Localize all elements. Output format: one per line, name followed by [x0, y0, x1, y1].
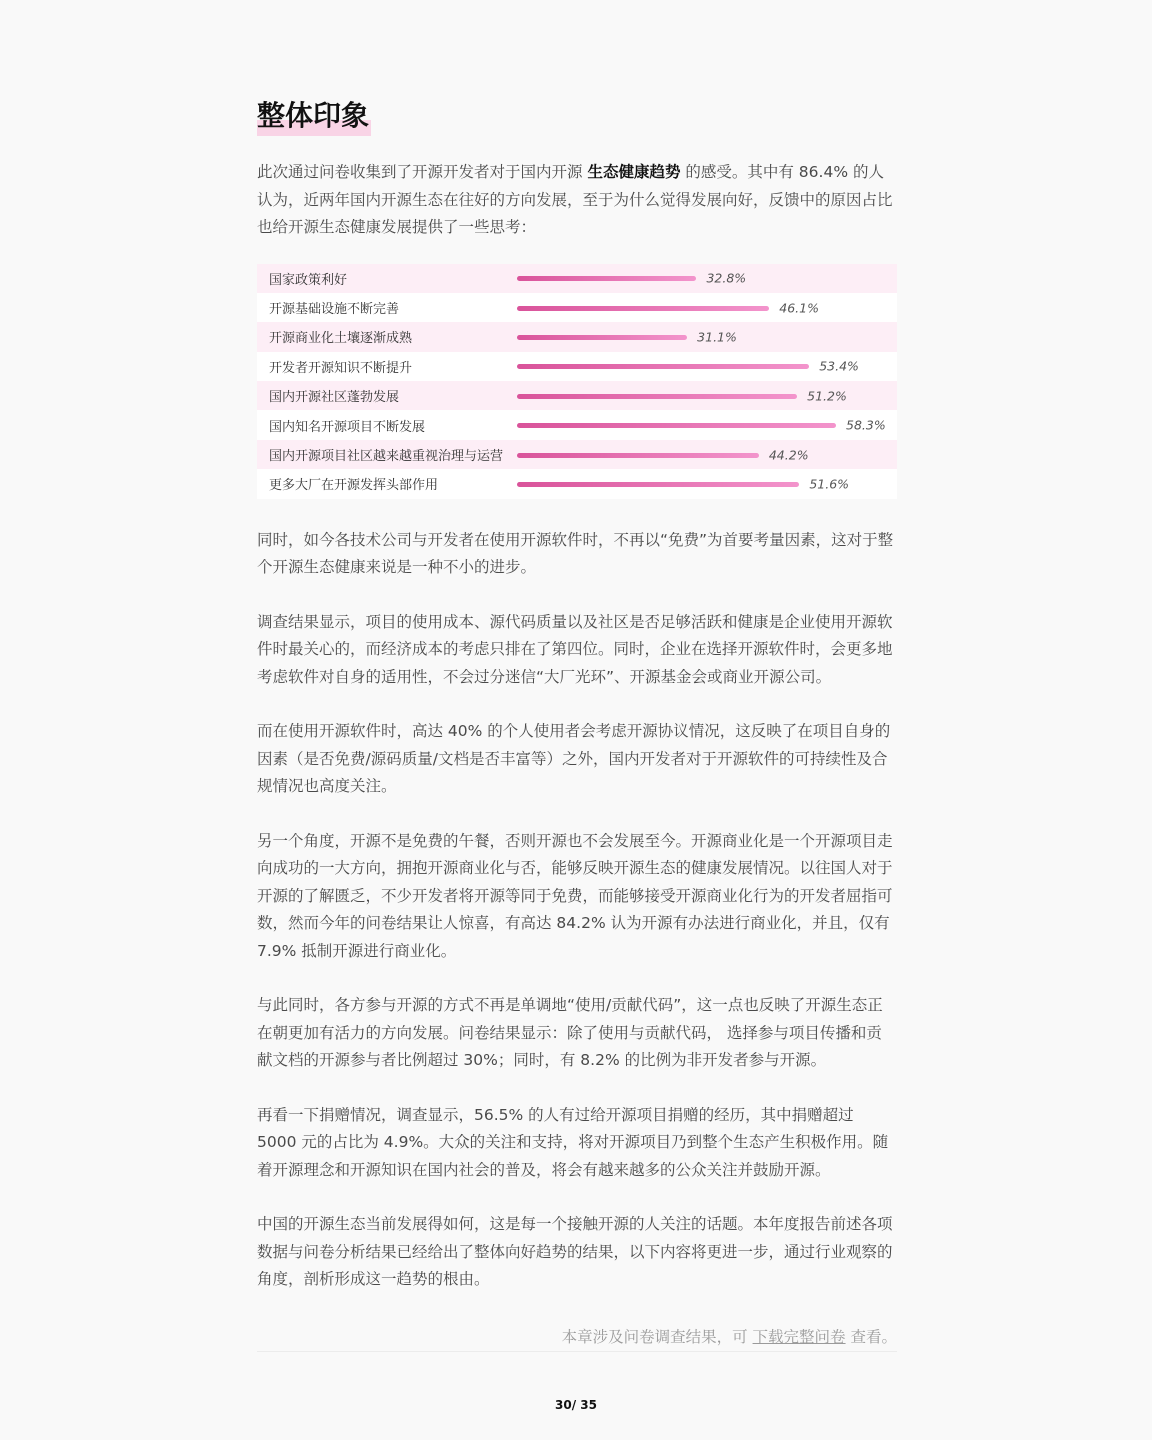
- chart-value-label: 32.8%: [706, 270, 747, 286]
- chart-bar: [517, 276, 696, 281]
- chart-value-label: 44.2%: [768, 447, 809, 463]
- section-heading: 整体印象: [257, 96, 371, 136]
- page-number: 30/ 35: [555, 1398, 597, 1412]
- chart-category-label: 国内开源社区蓬勃发展: [269, 390, 400, 406]
- chart-bar-track: [517, 322, 897, 351]
- paragraph-3: 而在使用开源软件时，高达 40% 的个人使用者会考虑开源协议情况，这反映了在项目自身的因素（是否免费/源码质量/文档是否丰富等）之外，国内开发者对于开源软件的可持续性及合规情况也高度关注。: [257, 722, 891, 796]
- body-paragraphs: [257, 527, 897, 1294]
- chart-bar: [517, 335, 687, 340]
- chart-row: [257, 469, 897, 498]
- chart-bar-track: [517, 293, 897, 322]
- intro-text-pre: 此次通过问卷收集到了开源开发者对于国内开源: [257, 163, 588, 181]
- chart-value-label: 46.1%: [779, 300, 819, 316]
- chart-category-label: 开源商业化土壤逐渐成熟: [269, 331, 413, 347]
- chart-row: [257, 293, 897, 322]
- chart-bar-track: [517, 440, 897, 469]
- paragraph-1: 同时，如今各技术公司与开发者在使用开源软件时，不再以“免费”为首要考量因素，这对于整个开源生态健康来说是一种不小的进步。: [257, 530, 894, 577]
- chart-category-label: 开源基础设施不断完善: [269, 302, 400, 318]
- intro-paragraph: [257, 159, 897, 242]
- paragraph-6: 再看一下捐赠情况，调查显示，56.5% 的人有过给开源项目捐赠的经历，其中捐赠超过 5000 元的占比为 4.9%。大众的关注和支持，将对开源项目乃到整个生态产生积极作用。随着开源理念和开源知识在国内社会的普及，将会有越来越多的公众关注并鼓励开源。: [257, 1105, 889, 1179]
- chart-category-label: 国家政策利好: [269, 272, 348, 288]
- chart-bar-track: [517, 469, 897, 498]
- survey-note-pre: 本章涉及问卷调查结果，可: [561, 1327, 753, 1346]
- chart-bar-track: [517, 410, 897, 439]
- chart-row: [257, 381, 897, 410]
- chart-row: [257, 264, 897, 293]
- chart-value-label: 58.3%: [846, 417, 886, 433]
- chart-bar: [517, 482, 799, 487]
- intro-text-post: 的感受。其中有 86.4% 的人认为，近两年国内开源生态在往好的方向发展，至于为什么觉得发展向好，反馈中的原因占比也给开源生态健康发展提供了一些思考：: [257, 163, 893, 236]
- chart-value-label: 51.6%: [809, 476, 850, 492]
- chart-row: [257, 410, 897, 439]
- chart-category-label: 国内开源项目社区越来越重视治理与运营: [269, 449, 504, 465]
- survey-note-post: 查看。: [845, 1327, 897, 1346]
- chart-bar: [517, 306, 769, 311]
- chart-bar-track: [517, 381, 897, 410]
- chart-bar: [517, 453, 759, 458]
- download-survey-link[interactable]: 下载完整问卷: [752, 1327, 846, 1346]
- page-content: [257, 96, 897, 1352]
- chart-bar-track: [517, 352, 897, 381]
- reasons-bar-chart: [257, 264, 897, 499]
- chart-bar: [517, 394, 797, 399]
- paragraph-2: 调查结果显示，项目的使用成本、源代码质量以及社区是否足够活跃和健康是企业使用开源软件时最关心的，而经济成本的考虑只排在了第四位。同时，企业在选择开源软件时，会更多地考虑软件对自身的适用性，不会过分迷信“大厂光环”、开源基金会或商业开源公司。: [257, 612, 893, 686]
- chart-row: [257, 352, 897, 381]
- chart-bar: [517, 423, 836, 428]
- chart-category-label: 国内知名开源项目不断发展: [269, 419, 426, 435]
- chart-bar-track: [517, 264, 897, 293]
- intro-highlight: 生态健康趋势: [587, 163, 681, 181]
- chart-category-label: 更多大厂在开源发挥头部作用: [269, 478, 439, 494]
- chart-value-label: 51.2%: [807, 388, 847, 404]
- chart-value-label: 31.1%: [697, 329, 737, 345]
- chart-row: [257, 322, 897, 351]
- survey-note: [257, 1325, 897, 1349]
- paragraph-4: 另一个角度，开源不是免费的午餐，否则开源也不会发展至今。开源商业化是一个开源项目走向成功的一大方向，拥抱开源商业化与否，能够反映开源生态的健康发展情况。以往国人对于开源的了解匮乏，不少开发者将开源等同于免费，而能够接受开源商业化行为的开发者屈指可数，然而今年的问卷结果让人惊喜，有高达 84.2% 认为开源有办法进行商业化，并且，仅有 7.9% 抵制开源进行商业化。: [257, 831, 893, 960]
- chart-bar: [517, 364, 809, 369]
- chart-row: [257, 440, 897, 469]
- chart-value-label: 53.4%: [819, 358, 859, 374]
- chart-category-label: 开发者开源知识不断提升: [269, 360, 413, 376]
- paragraph-5: 与此同时，各方参与开源的方式不再是单调地“使用/贡献代码”，这一点也反映了开源生态正在朝更加有活力的方向发展。问卷结果显示：除了使用与贡献代码， 选择参与项目传播和贡献文档的开源参与者比例超过 30%；同时，有 8.2% 的比例为非开发者参与开源。: [257, 996, 883, 1070]
- footer-divider: [257, 1351, 897, 1352]
- paragraph-7: 中国的开源生态当前发展得如何，这是每一个接触开源的人关注的话题。本年度报告前述各项数据与问卷分析结果已经给出了整体向好趋势的结果，以下内容将更进一步，通过行业观察的角度，剖析形成这一趋势的根由。: [257, 1215, 893, 1289]
